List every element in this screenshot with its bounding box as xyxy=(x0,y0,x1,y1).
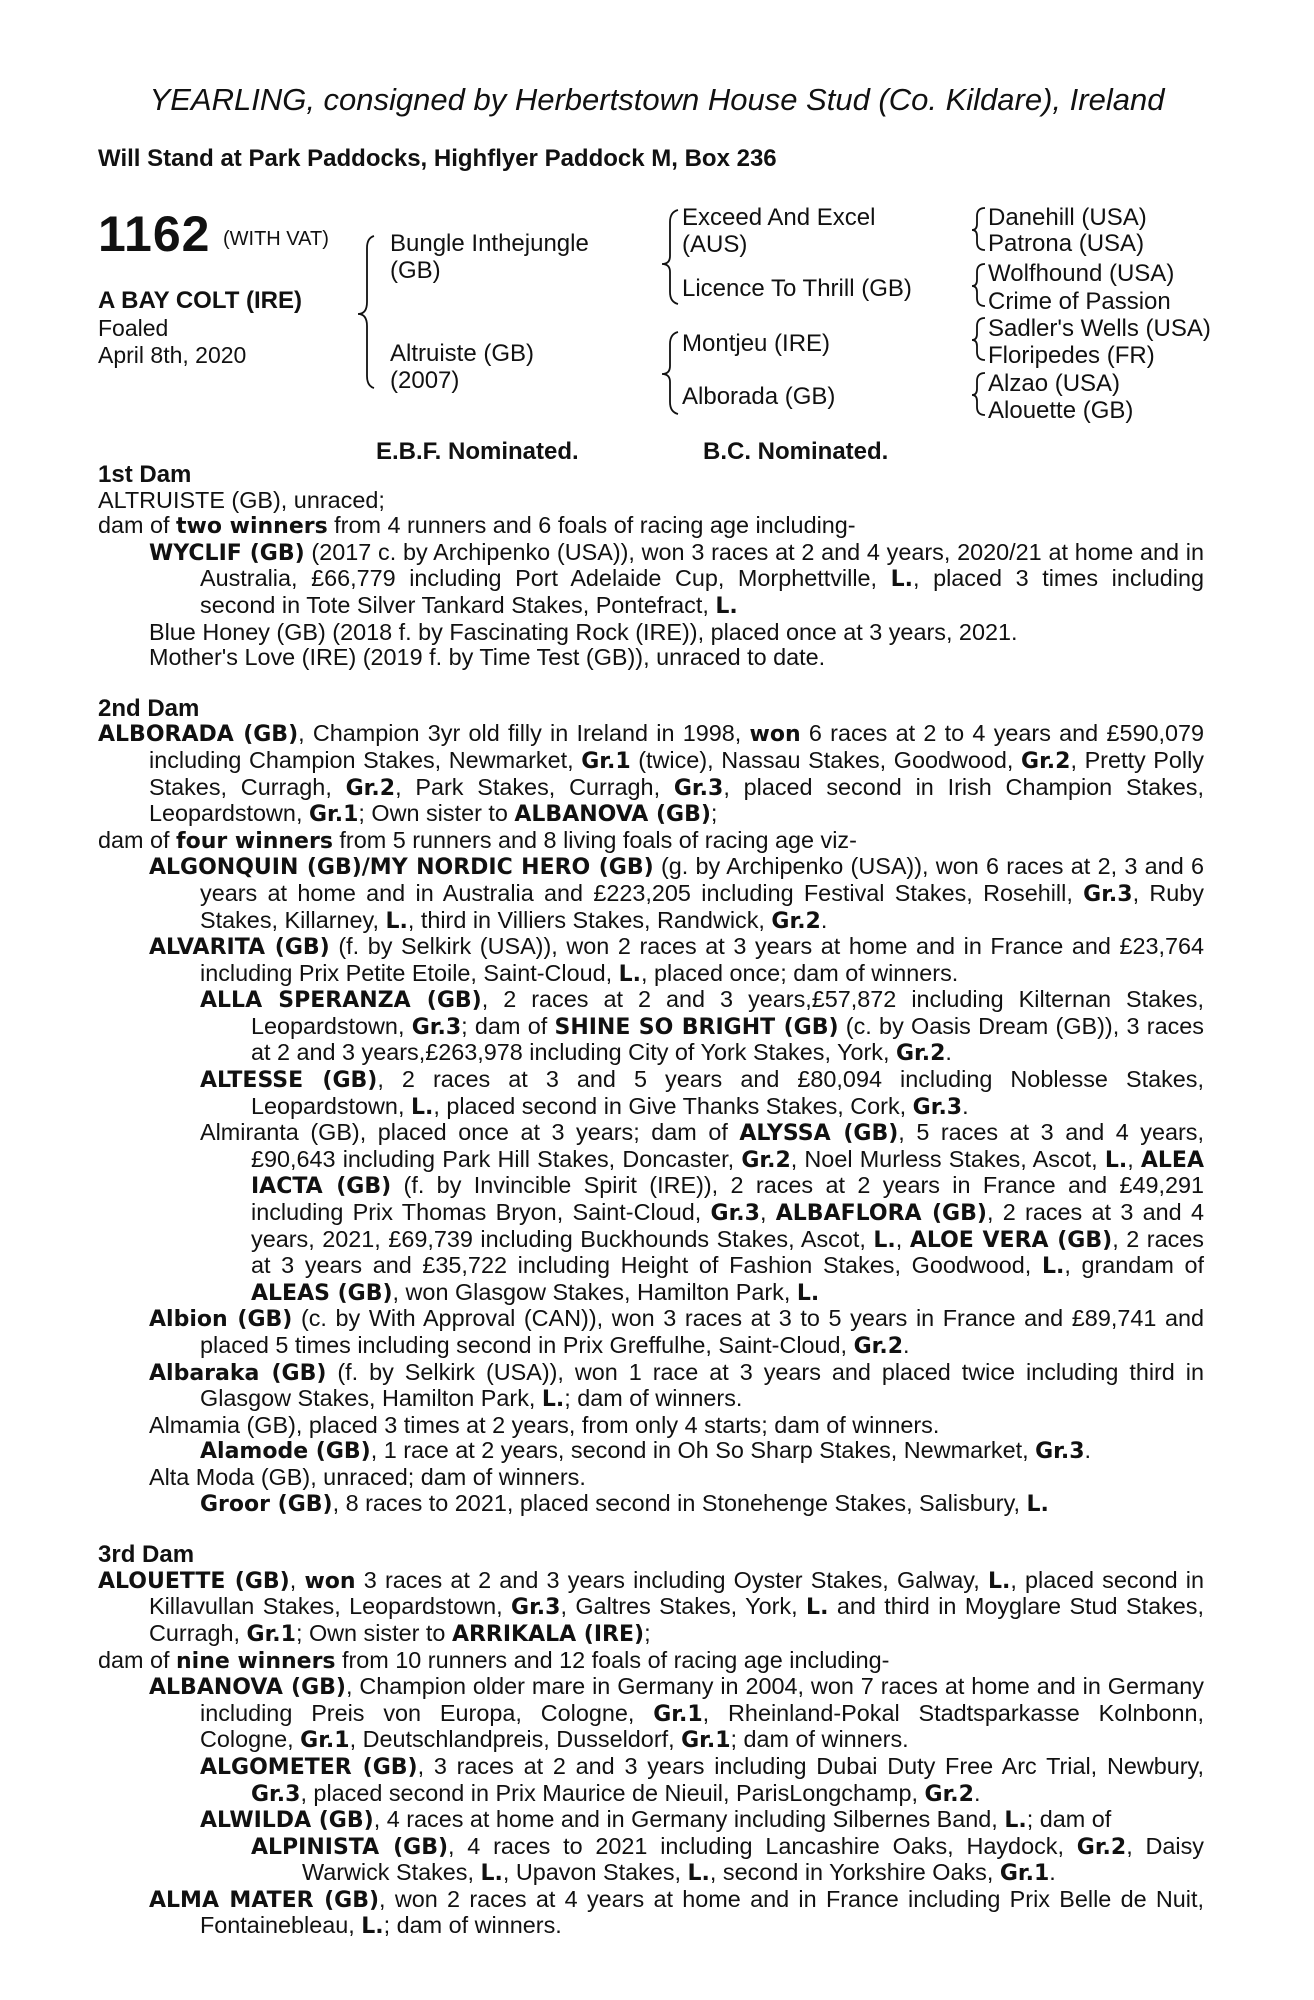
lot-number: 1162 xyxy=(98,206,211,262)
produce-algometer: ALGOMETER (GB), 3 races at 2 and 3 years including Dubai Duty Free Arc Trial, Newbury, Gr.3, placed second in Prix Maurice de Nieuil, ParisLongchamp, Gr.2. xyxy=(200,1752,1205,1807)
second-dam-entry: ALBORADA (GB), Champion 3yr old filly in Ireland in 1998, won 6 races at 2 to 4 years and £590,079 including Champion Stakes, Newmarket, Gr.1 (twice), Nassau Stakes, Goodwood, Gr.2, Pretty Polly Stakes, Curragh, Gr.2, Park Stakes, Curragh, Gr.3, placed second in Irish Champion Stakes, Leopardstown, Gr.1; Own sister to ALBANOVA (GB); xyxy=(98,720,1205,828)
second-dam-summary: dam of four winners from 5 runners and 8 living foals of racing age viz- xyxy=(98,826,857,854)
sire-name-line1: Bungle Inthejungle xyxy=(390,230,589,257)
produce-almamia: Almamia (GB), placed 3 times at 2 years, from only 4 starts; dam of winners. xyxy=(149,1411,940,1438)
produce-altesse: ALTESSE (GB), 2 races at 3 and 5 years and £80,094 including Noblesse Stakes, Leopardstown, L., placed second in Give Thanks Stakes, Cork, Gr.3. xyxy=(200,1066,1205,1120)
produce-blue-honey: Blue Honey (GB) (2018 f. by Fascinating Rock (IRE)), placed once at 3 years, 2021. xyxy=(149,618,1018,645)
ancestor-2: Patrona (USA) xyxy=(988,230,1145,257)
sire-dam: Licence To Thrill (GB) xyxy=(682,275,912,302)
produce-alwilda: ALWILDA (GB), 4 races at home and in Germany including Silbernes Band, L.; dam of xyxy=(200,1806,1112,1834)
sire-name-line2: (GB) xyxy=(390,257,441,284)
ancestor-3: Wolfhound (USA) xyxy=(988,260,1175,287)
ancestor-1: Danehill (USA) xyxy=(988,204,1147,231)
first-dam-summary: dam of two winners from 4 runners and 6 foals of racing age including- xyxy=(98,512,856,540)
produce-alma-mater: ALMA MATER (GB), won 2 races at 4 years at home and in France including Prix Belle de Nuit, Fontainebleau, L.; dam of winners. xyxy=(149,1885,1204,1940)
ancestor-6: Floripedes (FR) xyxy=(988,342,1155,369)
sire-name xyxy=(390,230,589,284)
third-dam-summary: dam of nine winners from 10 runners and 12 foals of racing age including- xyxy=(98,1646,890,1674)
brace-sire xyxy=(662,210,678,304)
brace-main xyxy=(358,236,374,388)
dam-name xyxy=(390,340,534,394)
first-dam-entry: ALTRUISTE (GB), unraced; xyxy=(98,486,385,513)
produce-algonquin: ALGONQUIN (GB)/MY NORDIC HERO (GB) (g. by Archipenko (USA)), won 6 races at 2, 3 and 6 years at home and in Australia and £223,205 including Festival Stakes, Rosehill, Gr.3, Ruby Stakes, Killarney, L., third in Villiers Stakes, Randwick, Gr.2. xyxy=(149,853,1204,934)
produce-albion: Albion (GB) (c. by With Approval (CAN)), won 3 races at 3 to 5 years in France and £89,741 and placed 5 times including second in Prix Greffulhe, Saint-Cloud, Gr.2. xyxy=(149,1305,1204,1359)
produce-groor: Groor (GB), 8 races to 2021, placed second in Stonehenge Stakes, Salisbury, L. xyxy=(200,1489,1049,1517)
dam-dam: Alborada (GB) xyxy=(682,383,836,410)
catalogue-title: YEARLING, consigned by Herbertstown House Stud (Co. Kildare), Ireland xyxy=(149,82,1165,117)
first-dam-heading: 1st Dam xyxy=(98,461,192,488)
dam-name-line2: (2007) xyxy=(390,367,460,394)
stand-location: Will Stand at Park Paddocks, Highflyer Paddock M, Box 236 xyxy=(98,145,777,172)
ancestor-5: Sadler's Wells (USA) xyxy=(988,315,1211,342)
sire-sire-line2: (AUS) xyxy=(682,231,748,258)
foaled-date: April 8th, 2020 xyxy=(98,342,247,368)
ancestor-8: Alouette (GB) xyxy=(988,397,1134,424)
horse-description: A BAY COLT (IRE) xyxy=(98,287,303,314)
bc-nomination: B.C. Nominated. xyxy=(703,438,889,465)
second-dam-heading: 2nd Dam xyxy=(98,694,200,722)
produce-alamode: Alamode (GB), 1 race at 2 years, second in Oh So Sharp Stakes, Newmarket, Gr.3. xyxy=(200,1437,1092,1465)
foaled-label: Foaled xyxy=(98,315,169,341)
sire-sire xyxy=(682,204,875,258)
brace-dam xyxy=(662,332,678,414)
produce-albanova: ALBANOVA (GB), Champion older mare in Germany in 2004, won 7 races at home and in Germany including Preis von Europa, Cologne, Gr.1, Rheinland-Pokal Stadtsparkasse Kolnbonn, Cologne, Gr.1, Deutschlandpreis, Dusseldorf, Gr.1; dam of winners. xyxy=(149,1673,1204,1754)
third-dam-heading: 3rd Dam xyxy=(98,1541,195,1569)
produce-alta-moda: Alta Moda (GB), unraced; dam of winners. xyxy=(149,1463,586,1490)
produce-mothers-love: Mother's Love (IRE) (2019 f. by Time Test (GB)), unraced to date. xyxy=(149,644,826,671)
produce-record xyxy=(98,462,1204,1940)
ancestor-7: Alzao (USA) xyxy=(988,370,1121,397)
brace-g1 xyxy=(972,208,985,250)
brace-g3 xyxy=(972,318,985,360)
produce-alla-speranza: ALLA SPERANZA (GB), 2 races at 2 and 3 years,£57,872 including Kilternan Stakes, Leopardstown, Gr.3; dam of SHINE SO BRIGHT (GB) (c. by Oasis Dream (GB)), 3 races at 2 and 3 years,£263,978 including City of York Stakes, York, Gr.2. xyxy=(200,986,1204,1067)
dam-sire: Montjeu (IRE) xyxy=(682,330,831,357)
dam-name-line1: Altruiste (GB) xyxy=(390,340,535,367)
produce-alvarita: ALVARITA (GB) (f. by Selkirk (USA)), won 2 races at 3 years at home and in France and £23,764 including Prix Petite Etoile, Saint-Cloud, L., placed once; dam of winners. xyxy=(149,933,1204,987)
brace-g2 xyxy=(972,264,985,306)
produce-albaraka: Albaraka (GB) (f. by Selkirk (USA)), won 1 race at 3 years and placed twice including third in Glasgow Stakes, Hamilton Park, L.; dam of winners. xyxy=(149,1358,1204,1413)
vat-note: (WITH VAT) xyxy=(223,228,329,250)
third-dam-entry: ALOUETTE (GB), won 3 races at 2 and 3 years including Oyster Stakes, Galway, L., placed second in Killavullan Stakes, Leopardstown, Gr.3, Galtres Stakes, York, L. and third in Moyglare Stud Stakes, Curragh, Gr.1; Own sister to ARRIKALA (IRE); xyxy=(98,1566,1205,1647)
ancestor-4: Crime of Passion xyxy=(988,288,1171,315)
sire-sire-line1: Exceed And Excel xyxy=(682,204,876,231)
ebf-nomination: E.B.F. Nominated. xyxy=(376,438,579,465)
produce-alpinista: ALPINISTA (GB), 4 races to 2021 including Lancashire Oaks, Haydock, Gr.2, Daisy Warwick Stakes, L., Upavon Stakes, L., second in Yorkshire Oaks, Gr.1. xyxy=(251,1832,1204,1887)
produce-almiranta: Almiranta (GB), placed once at 3 years; dam of ALYSSA (GB), 5 races at 3 and 4 years, £90,643 including Park Hill Stakes, Doncaster, Gr.2, Noel Murless Stakes, Ascot, L., ALEA IACTA (GB) (f. by Invincible Spirit (IRE)), 2 races at 2 years in France and £49,291 including Prix Thomas Bryon, Saint-Cloud, Gr.3, ALBAFLORA (GB), 2 races at 3 and 4 years, 2021, £69,739 including Buckhounds Stakes, Ascot, L., ALOE VERA (GB), 2 races at 3 years and £35,722 including Height of Fashion Stakes, Goodwood, L., grandam of ALEAS (GB), won Glasgow Stakes, Hamilton Park, L. xyxy=(200,1119,1205,1306)
produce-wyclif: WYCLIF (GB) (2017 c. by Archipenko (USA)), won 3 races at 2 and 4 years, 2020/21 at home and in Australia, £66,779 including Port Adelaide Cup, Morphettville, L., placed 3 times including second in Tote Silver Tankard Stakes, Pontefract, L. xyxy=(149,538,1204,619)
brace-g4 xyxy=(972,373,985,415)
